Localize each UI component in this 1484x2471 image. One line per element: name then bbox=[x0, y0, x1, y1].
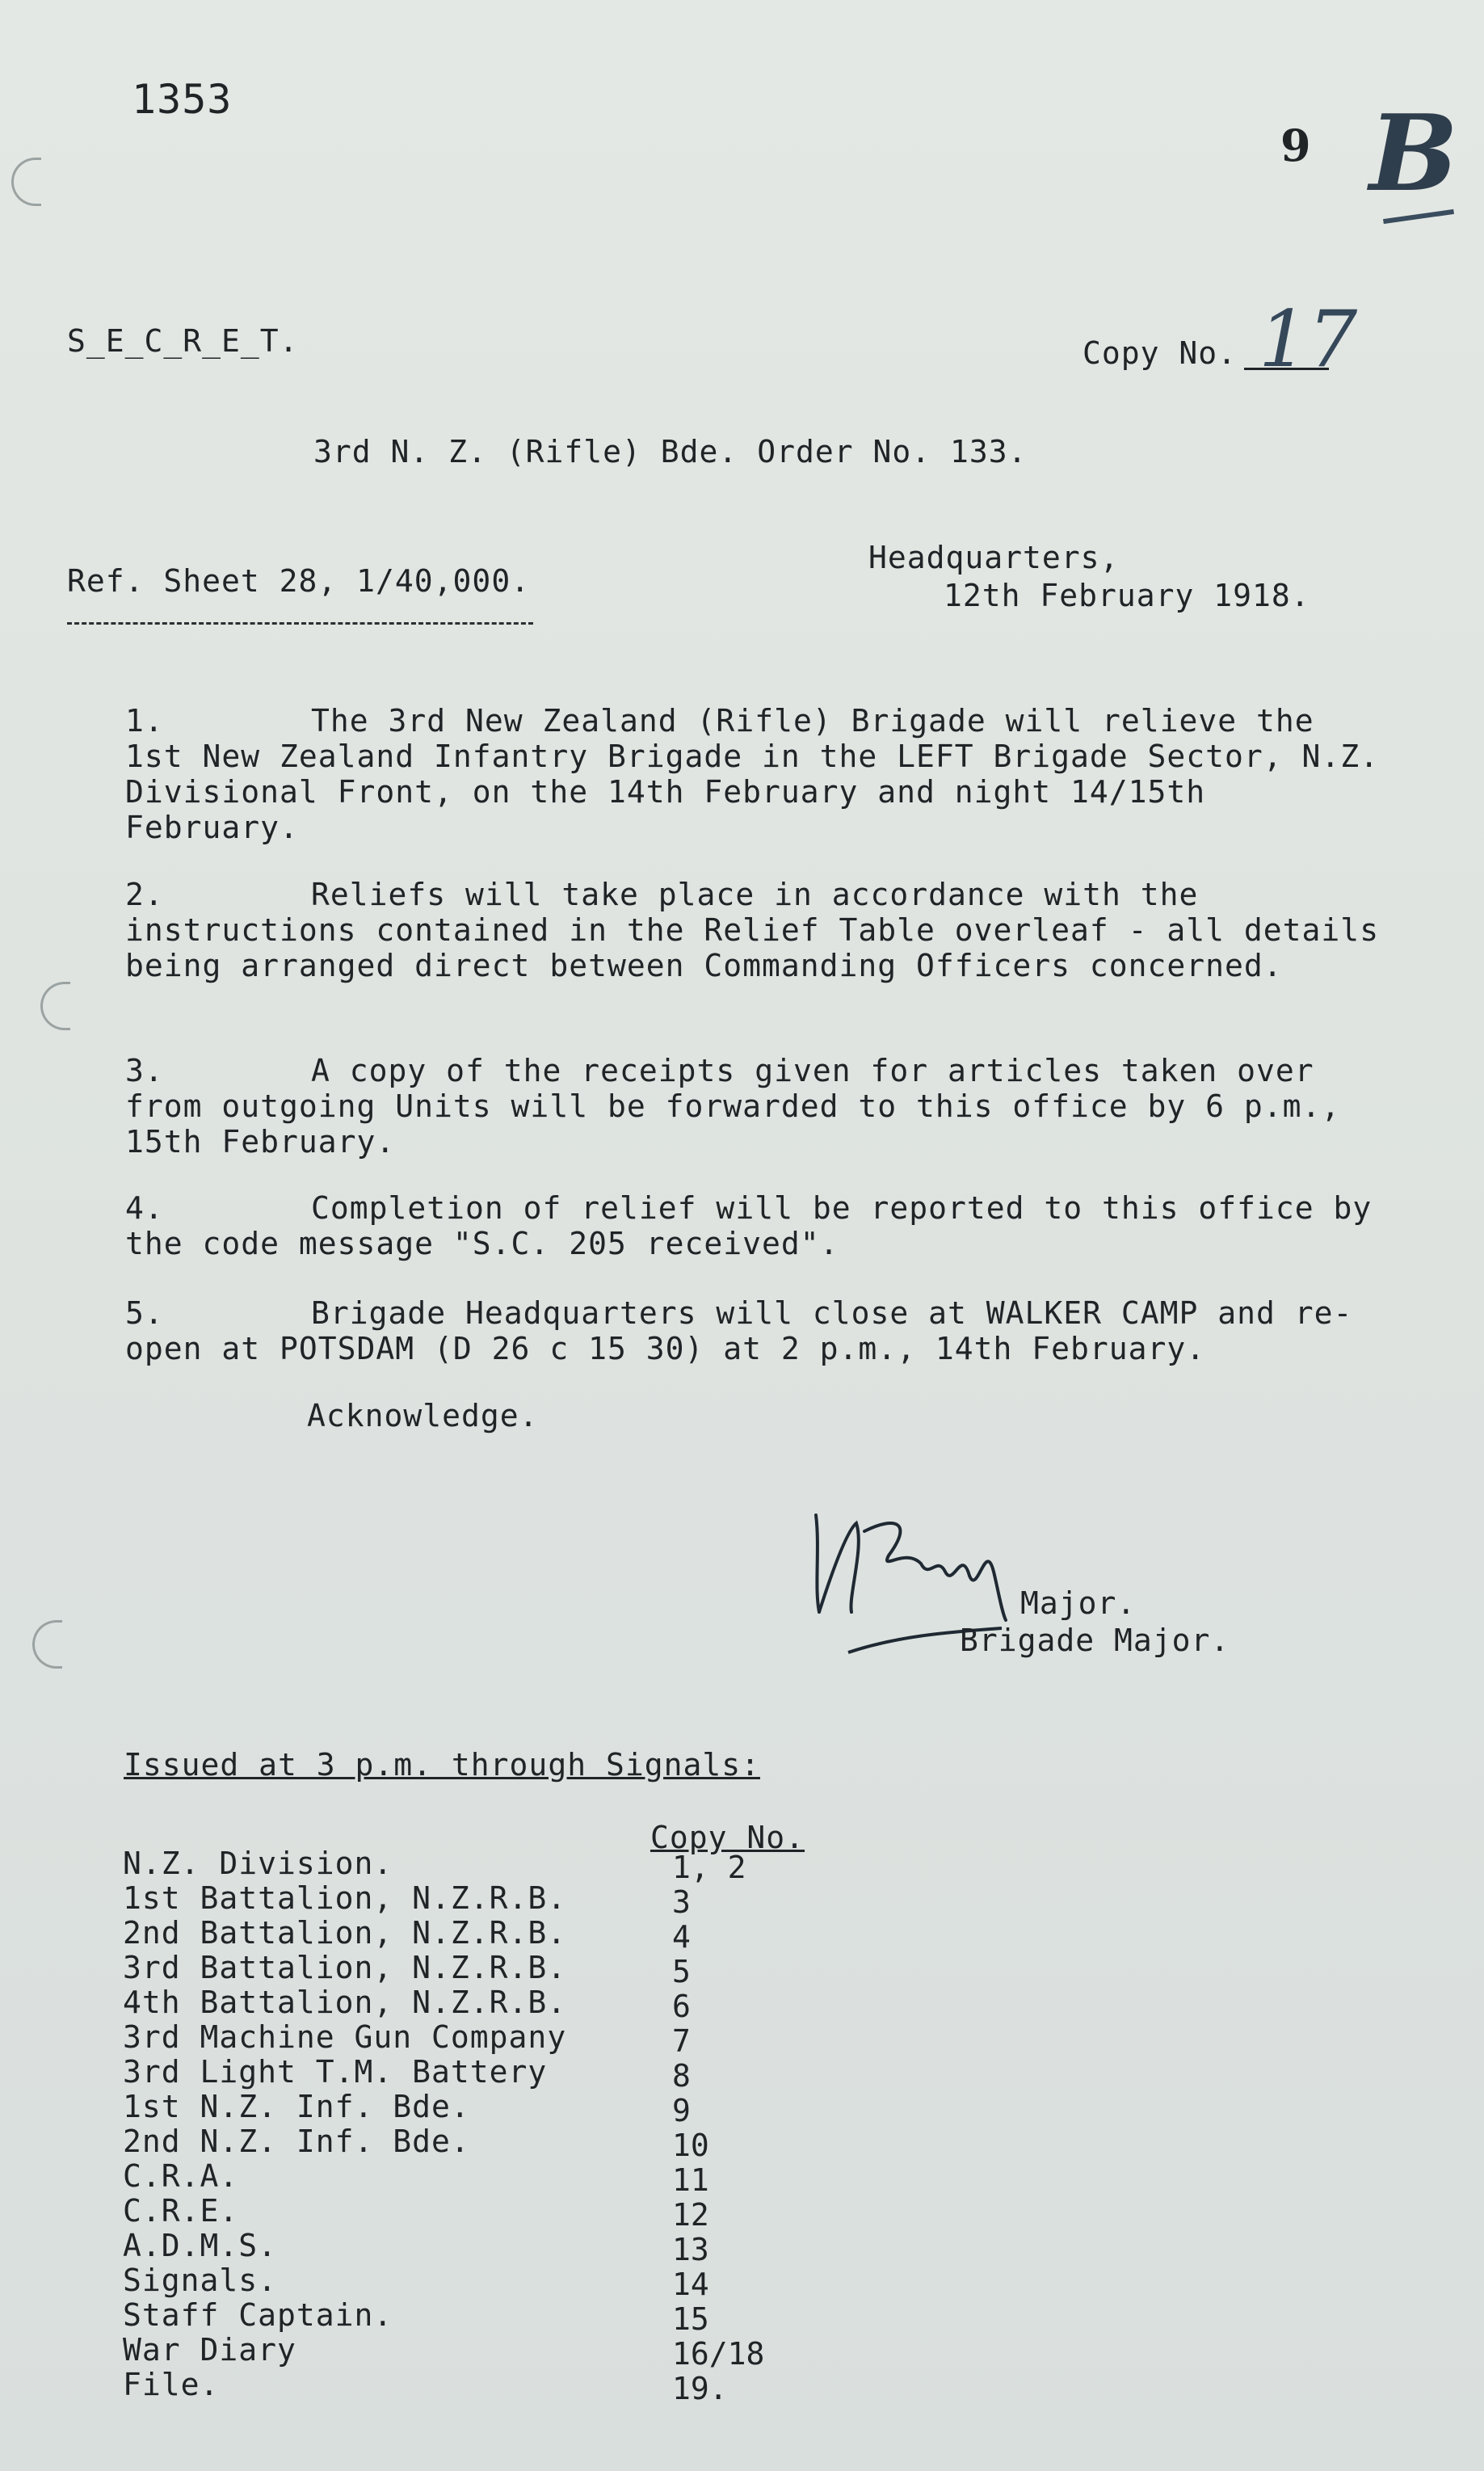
copy-column-header: Copy No. bbox=[650, 1820, 805, 1855]
distribution-copy: 7 bbox=[672, 2023, 691, 2059]
distribution-recipient: 3rd Battalion, N.Z.R.B. bbox=[123, 1950, 567, 1985]
reference-underline bbox=[67, 622, 533, 625]
distribution-copy: 4 bbox=[672, 1919, 691, 1955]
distribution-recipient: File. bbox=[123, 2367, 220, 2402]
distribution-copy: 9 bbox=[672, 2093, 691, 2128]
paragraph-1 bbox=[125, 703, 1385, 845]
punch-hole bbox=[40, 982, 70, 1030]
hq-location: Headquarters, bbox=[868, 540, 1120, 575]
paragraph-3 bbox=[125, 1053, 1385, 1160]
distribution-copy: 13 bbox=[672, 2232, 709, 2267]
distribution-recipient: C.R.E. bbox=[123, 2193, 239, 2229]
distribution-recipient: 2nd Battalion, N.Z.R.B. bbox=[123, 1915, 567, 1951]
distribution-recipient: War Diary bbox=[123, 2332, 296, 2368]
distribution-copy: 6 bbox=[672, 1989, 691, 2024]
distribution-recipient: 4th Battalion, N.Z.R.B. bbox=[123, 1985, 567, 2020]
distribution-heading: Issued at 3 p.m. through Signals: bbox=[124, 1747, 760, 1783]
distribution-recipient: 2nd N.Z. Inf. Bde. bbox=[123, 2124, 470, 2159]
distribution-recipient: Signals. bbox=[123, 2263, 278, 2298]
paragraph-number: 1. bbox=[125, 703, 164, 739]
punch-hole bbox=[32, 1620, 62, 1669]
distribution-copy: 15 bbox=[672, 2301, 709, 2337]
distribution-copy: 14 bbox=[672, 2267, 709, 2302]
distribution-copy: 12 bbox=[672, 2197, 709, 2233]
distribution-recipient: N.Z. Division. bbox=[123, 1846, 393, 1881]
distribution-copy: 3 bbox=[672, 1884, 691, 1920]
distribution-copy: 19. bbox=[672, 2371, 728, 2406]
acknowledge-line: Acknowledge. bbox=[307, 1398, 539, 1433]
distribution-copy: 16/18 bbox=[672, 2336, 765, 2372]
distribution-copy: 11 bbox=[672, 2162, 709, 2198]
order-title: 3rd N. Z. (Rifle) Bde. Order No. 133. bbox=[313, 434, 1028, 469]
punch-hole bbox=[11, 158, 41, 206]
signature-rank: Major. bbox=[1020, 1585, 1137, 1621]
paragraph-text: Completion of relief will be reported to this office by the code message "S.C. 205 received". bbox=[125, 1190, 1373, 1261]
paragraph-number: 4. bbox=[125, 1190, 164, 1226]
annotation-letter: B bbox=[1369, 91, 1458, 215]
distribution-copy: 10 bbox=[672, 2128, 709, 2163]
signature-title: Brigade Major. bbox=[960, 1623, 1230, 1658]
file-number: 1353 bbox=[132, 76, 233, 123]
order-date: 12th February 1918. bbox=[944, 578, 1310, 613]
classification: S_E_C_R_E_T. bbox=[67, 323, 299, 359]
map-reference: Ref. Sheet 28, 1/40,000. bbox=[67, 563, 531, 599]
paragraph-number: 2. bbox=[125, 877, 164, 912]
page-number: 9 bbox=[1280, 120, 1311, 171]
paragraph-number: 5. bbox=[125, 1295, 164, 1331]
paragraph-text: A copy of the receipts given for articles taken over from outgoing Units will be forwarded to this office by 6 p.m., 15th February. bbox=[125, 1053, 1341, 1160]
paragraph-text: Reliefs will take place in accordance with the instructions contained in the Relief Table overleaf - all details being arranged direct between Commanding Officers concerned. bbox=[125, 877, 1380, 983]
distribution-copy: 1, 2 bbox=[672, 1850, 746, 1885]
paragraph-5 bbox=[125, 1295, 1385, 1366]
paragraph-2 bbox=[125, 877, 1385, 983]
paragraph-number: 3. bbox=[125, 1053, 164, 1088]
distribution-recipient: 3rd Light T.M. Battery bbox=[123, 2054, 548, 2090]
distribution-copy: 5 bbox=[672, 1954, 691, 1989]
paragraph-text: The 3rd New Zealand (Rifle) Brigade will relieve the 1st New Zealand Infantry Brigade in the LEFT Brigade Sector, N.Z. Divisional Front, on the 14th February and night 14/15th February. bbox=[125, 703, 1380, 845]
distribution-recipient: A.D.M.S. bbox=[123, 2228, 278, 2263]
distribution-recipient: 1st N.Z. Inf. Bde. bbox=[123, 2089, 470, 2124]
distribution-copy: 8 bbox=[672, 2058, 691, 2094]
distribution-recipient: 3rd Machine Gun Company bbox=[123, 2019, 567, 2055]
copy-number: 17 bbox=[1259, 294, 1358, 385]
paragraph-text: Brigade Headquarters will close at WALKER CAMP and re-open at POTSDAM (D 26 c 15 30) at 2 p.m., 14th February. bbox=[125, 1295, 1353, 1366]
distribution-recipient: 1st Battalion, N.Z.R.B. bbox=[123, 1880, 567, 1916]
distribution-recipient: C.R.A. bbox=[123, 2158, 239, 2194]
copy-label: Copy No. bbox=[1083, 335, 1238, 371]
distribution-recipient: Staff Captain. bbox=[123, 2297, 393, 2333]
paragraph-4 bbox=[125, 1190, 1385, 1261]
